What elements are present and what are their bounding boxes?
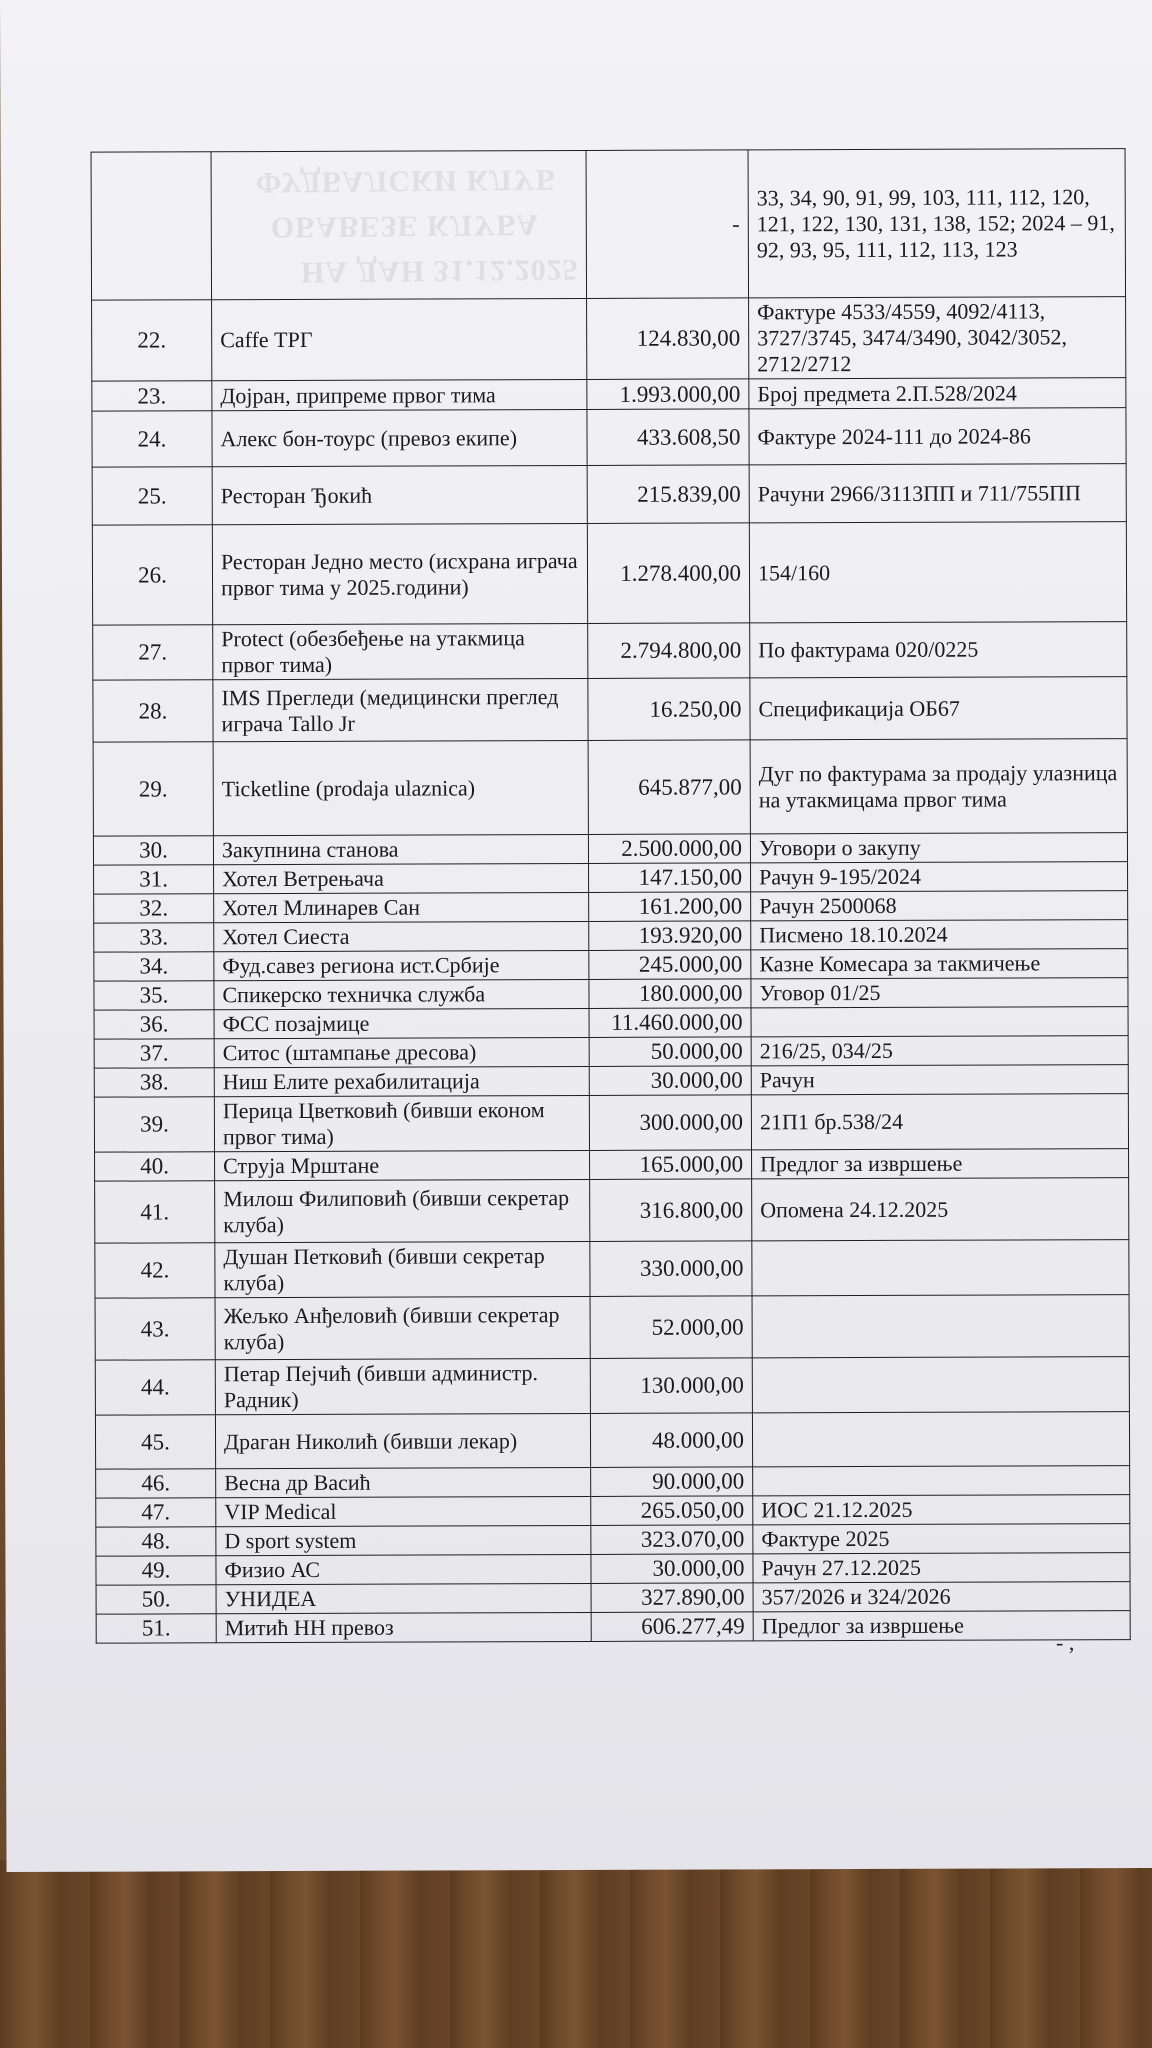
amount: 265.050,00	[591, 1496, 753, 1526]
note: Предлог за извршење	[752, 1149, 1129, 1179]
amount: 16.250,00	[588, 678, 750, 741]
note	[751, 1007, 1128, 1037]
note: Број предмета 2.П.528/2024	[749, 378, 1126, 409]
creditor-name: Весна др Васић	[216, 1467, 591, 1497]
amount: 1.278.400,00	[587, 523, 749, 624]
creditor-name: Ресторан Ђокић	[212, 465, 587, 524]
note: 357/2026 и 324/2026	[753, 1582, 1130, 1612]
note: Рачун 27.12.2025	[753, 1553, 1130, 1583]
row-number: 35.	[94, 981, 214, 1010]
amount: 147.150,00	[589, 863, 751, 893]
row-number: 29.	[93, 742, 213, 836]
creditor-name: Физио АС	[216, 1554, 591, 1584]
note: 154/160	[749, 522, 1126, 623]
creditor-name: Ниш Елите рехабилитација	[214, 1066, 589, 1096]
creditor-name: Милош Филиповић (бивши секретар клуба)	[215, 1179, 590, 1242]
note: Казне Комесара за такмичење	[751, 949, 1128, 979]
row-number	[91, 152, 212, 300]
creditor-name: Хотел Ветрењача	[214, 863, 589, 893]
table-row	[94, 891, 1128, 924]
creditor-name: VIP Medical	[216, 1496, 591, 1526]
note: Опомена 24.12.2025	[752, 1178, 1129, 1241]
note: Рачуни 2966/3113ПП и 711/755ПП	[749, 464, 1126, 523]
note: По фактурама 020/0225	[750, 622, 1127, 678]
creditor-name: Закупнина станова	[213, 834, 588, 864]
amount: 2.794.800,00	[588, 623, 750, 679]
note: Уговори о закупу	[750, 833, 1127, 863]
row-number: 41.	[95, 1181, 215, 1243]
table-row	[91, 149, 1126, 301]
table-row	[94, 1036, 1128, 1069]
note: Рачун	[751, 1065, 1128, 1095]
row-number: 25.	[92, 467, 212, 525]
table-row	[95, 1412, 1129, 1470]
row-number: 28.	[93, 680, 213, 742]
creditor-name: IMS Прегледи (медицински преглед играча Tallo Jr	[213, 678, 588, 741]
row-number: 36.	[94, 1010, 214, 1039]
amount: 52.000,00	[590, 1296, 752, 1359]
note: Предлог за извршење	[753, 1611, 1130, 1641]
amount: 316.800,00	[590, 1179, 752, 1242]
table-row	[95, 1295, 1129, 1361]
table-row	[94, 1065, 1128, 1098]
amount: 30.000,00	[591, 1554, 753, 1584]
table-row	[96, 1495, 1130, 1528]
note: Уговор 01/25	[751, 978, 1128, 1008]
creditor-name	[211, 150, 587, 299]
row-number: 50.	[96, 1585, 216, 1614]
table-row	[93, 833, 1127, 866]
amount: 2.500.000,00	[588, 834, 750, 864]
table-row	[93, 677, 1127, 743]
row-number: 40.	[95, 1152, 215, 1181]
row-number: 30.	[93, 836, 213, 865]
row-number: 39.	[94, 1097, 214, 1152]
note: Писмено 18.10.2024	[751, 920, 1128, 950]
table-row	[93, 739, 1127, 837]
row-number: 43.	[95, 1298, 215, 1360]
amount: 606.277,49	[591, 1612, 753, 1642]
row-number: 49.	[96, 1556, 216, 1585]
amount: 161.200,00	[589, 892, 751, 922]
row-number: 22.	[92, 300, 212, 381]
amount: 124.830,00	[587, 298, 749, 380]
row-number: 26.	[92, 525, 212, 625]
row-number: 38.	[94, 1068, 214, 1097]
row-number: 51.	[96, 1614, 216, 1643]
amount: 48.000,00	[590, 1413, 752, 1468]
creditor-name: Перица Цветковић (бивши економ првог тима)	[214, 1095, 589, 1151]
note	[752, 1240, 1129, 1296]
row-number: 37.	[94, 1039, 214, 1068]
note: Фактуре 2025	[753, 1524, 1130, 1554]
table-row	[96, 1582, 1130, 1615]
creditor-name: Caffe ТРГ	[212, 298, 587, 380]
creditor-name: Алекс бон-тоурс (превоз екипе)	[212, 409, 587, 466]
note	[752, 1357, 1129, 1413]
note: Фактуре 2024-111 до 2024-86	[749, 408, 1126, 465]
table-row	[96, 1553, 1130, 1586]
row-number: 27.	[93, 625, 213, 680]
amount: 330.000,00	[590, 1241, 752, 1297]
amount: 180.000,00	[589, 979, 751, 1009]
amount: 327.890,00	[591, 1583, 753, 1613]
creditor-name: Хотел Млинарев Сан	[214, 892, 589, 922]
table-row	[94, 949, 1128, 982]
creditor-name: Protect (обезбеђење на утакмица првог тима)	[213, 623, 588, 679]
creditor-name: Душан Петковић (бивши секретар клуба)	[215, 1241, 590, 1297]
note: 216/25, 034/25	[751, 1036, 1128, 1066]
table-row	[95, 1149, 1129, 1182]
amount: 1.993.000,00	[587, 379, 749, 410]
table-row	[95, 1240, 1129, 1299]
amount: 300.000,00	[589, 1095, 751, 1151]
creditor-name: Драган Николић (бивши лекар)	[215, 1413, 590, 1468]
amount: -	[586, 150, 749, 299]
creditor-name: ФСС позајмице	[214, 1008, 589, 1038]
row-number: 46.	[96, 1469, 216, 1498]
amount: 215.839,00	[587, 465, 749, 524]
table-row	[95, 1357, 1129, 1416]
row-number: 32.	[94, 894, 214, 923]
row-number: 34.	[94, 952, 214, 981]
table-row	[92, 522, 1126, 626]
amount: 645.877,00	[588, 740, 750, 835]
table-row	[92, 408, 1126, 468]
bleed-through-text: ОБАВЕЗЕ КЛУБА	[270, 208, 540, 244]
note: Спецификација ОБ67	[750, 677, 1127, 740]
amount: 90.000,00	[591, 1467, 753, 1497]
table-row	[94, 1094, 1128, 1153]
note: Дуг по фактурама за продају улазница на утакмицама првог тима	[750, 739, 1127, 834]
row-number: 44.	[95, 1360, 215, 1415]
creditor-name: Жељко Анђеловић (бивши секретар клуба)	[215, 1296, 590, 1359]
creditor-name: Ticketline (prodaja ulaznica)	[213, 740, 588, 835]
creditor-name: Хотел Сиеста	[214, 921, 589, 951]
row-number: 23.	[92, 381, 212, 411]
creditor-name: Дојран, припреме првог тима	[212, 379, 587, 410]
table-row	[96, 1524, 1130, 1557]
amount: 50.000,00	[589, 1037, 751, 1067]
note: Фактуре 4533/4559, 4092/4113, 3727/3745, 3474/3490, 3042/3052, 2712/2712	[749, 297, 1126, 379]
row-number: 45.	[95, 1415, 215, 1469]
amount: 323.070,00	[591, 1525, 753, 1555]
bleed-through-text: ФУДБАЛСКИ КЛУБ	[255, 163, 557, 200]
creditor-name: УНИДЕА	[216, 1583, 591, 1613]
table-row	[92, 297, 1126, 382]
row-number: 47.	[96, 1498, 216, 1527]
table-row	[95, 1178, 1129, 1244]
wooden-table-background	[0, 1860, 1152, 2048]
amount: 193.920,00	[589, 921, 751, 951]
note	[752, 1412, 1129, 1467]
row-number: 48.	[96, 1527, 216, 1556]
amount: 11.460.000,00	[589, 1008, 751, 1038]
note: Рачун 9-195/2024	[751, 862, 1128, 892]
bleed-through-text: НА ДАН 31.12.2025	[300, 253, 579, 289]
amount: 30.000,00	[589, 1066, 751, 1096]
stray-pen-mark: - ,	[1056, 1630, 1075, 1655]
table-row	[96, 1611, 1130, 1644]
creditor-name: Митић НН превоз	[216, 1612, 591, 1642]
amount: 245.000,00	[589, 950, 751, 980]
table-row	[92, 464, 1126, 526]
table-row	[94, 862, 1128, 895]
row-number: 33.	[94, 923, 214, 952]
debts-table	[91, 148, 1131, 1644]
creditor-name: Струја Мрштане	[215, 1150, 590, 1180]
table-row	[94, 1007, 1128, 1040]
amount: 165.000,00	[590, 1150, 752, 1180]
amount: 130.000,00	[590, 1358, 752, 1414]
table-row	[94, 920, 1128, 953]
creditor-name: Фуд.савез региона ист.Србије	[214, 950, 589, 980]
creditor-name: Спикерско техничка служба	[214, 979, 589, 1009]
note	[752, 1295, 1129, 1358]
table-row	[92, 378, 1126, 412]
table-row	[93, 622, 1127, 681]
note: 33, 34, 90, 91, 99, 103, 111, 112, 120, 121, 122, 130, 131, 138, 152; 2024 – 91, 92, 93, 95, 111, 112, 113, 123	[748, 149, 1126, 298]
amount: 433.608,50	[587, 409, 749, 466]
note	[753, 1466, 1130, 1496]
row-number: 31.	[94, 865, 214, 894]
row-number: 42.	[95, 1243, 215, 1298]
table-row	[96, 1466, 1130, 1499]
table-row	[94, 978, 1128, 1011]
note: ИОС 21.12.2025	[753, 1495, 1130, 1525]
note: Рачун 2500068	[751, 891, 1128, 921]
creditor-name: Ситос (штампање дресова)	[214, 1037, 589, 1067]
creditor-name: Ресторан Једно место (исхрана играча првог тима у 2025.години)	[212, 523, 587, 624]
creditor-name: Петар Пејчић (бивши администр. Радник)	[215, 1358, 590, 1414]
creditor-name: D sport system	[216, 1525, 591, 1555]
note: 21П1 бр.538/24	[751, 1094, 1128, 1150]
row-number: 24.	[92, 411, 212, 467]
